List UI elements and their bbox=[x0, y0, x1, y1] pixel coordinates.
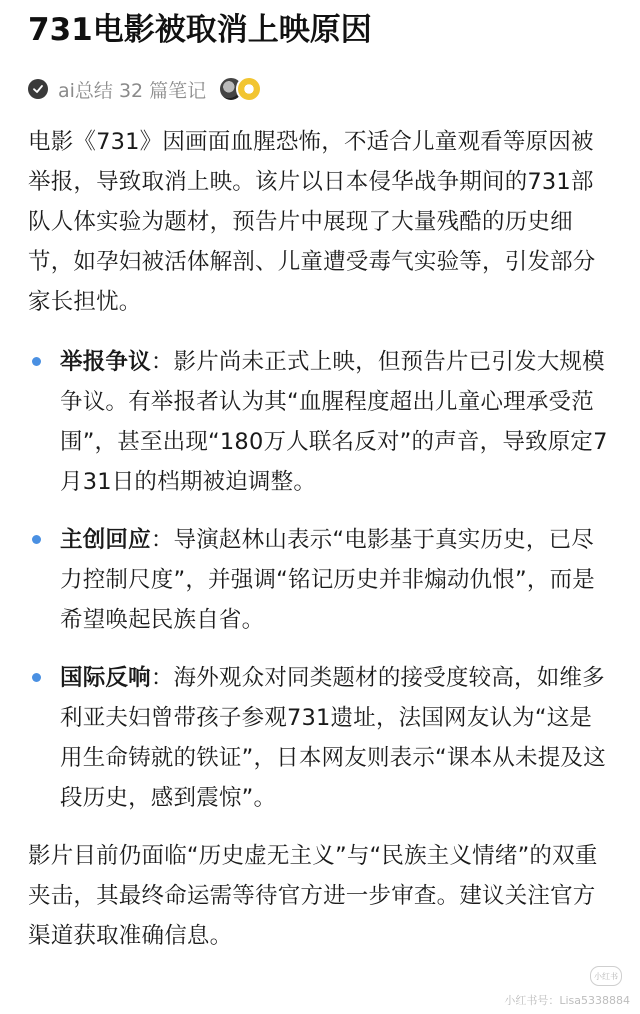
bullet-body: ：影片尚未正式上映，但预告片已引发大规模争议。有举报者认为其“血腥程度超出儿童心理承受范围”，甚至出现“180万人联名反对”的声音，导致原定7月31日的档期被迫调整。 bbox=[60, 349, 608, 495]
summary-source-count: ai总结 32 篇笔记 bbox=[58, 79, 207, 102]
list-item bbox=[28, 658, 612, 818]
bullet-body: ：海外观众对同类题材的接受度较高，如维多利亚夫妇曾带孩子参观731遗址，法国网友认为“这是用生命铸就的铁证”，日本网友则表示“课本从未提及这段历史，感到震惊”。 bbox=[60, 665, 606, 811]
bullet-heading: 主创回应 bbox=[60, 527, 151, 553]
watermark-badge: 小红书 bbox=[590, 966, 622, 986]
check-circle-icon bbox=[28, 79, 48, 99]
outro-paragraph: 影片目前仍面临“历史虚无主义”与“民族主义情绪”的双重夹击，其最终命运需等待官方进一步审查。建议关注官方渠道获取准确信息。 bbox=[28, 843, 598, 949]
watermark: 小红书号：Lisa5338884 bbox=[504, 994, 630, 1007]
bullet-dot-icon bbox=[32, 357, 41, 366]
avatar[interactable] bbox=[236, 76, 262, 102]
intro-paragraph: 电影《731》因画面血腥恐怖，不适合儿童观看等原因被举报，导致取消上映。该片以日本侵华战争期间的731部队人体实验为题材，预告片中展现了大量残酷的历史细节，如孕妇被活体解剖、儿童遭受毒气实验等，引发部分家长担忧。 bbox=[28, 129, 596, 315]
bullet-body: ：导演赵林山表示“电影基于真实历史，已尽力控制尺度”，并强调“铭记历史并非煽动仇恨”，而是希望唤起民族自省。 bbox=[60, 527, 595, 633]
bullet-list bbox=[28, 342, 612, 818]
list-item bbox=[28, 342, 612, 502]
avatar-group[interactable] bbox=[218, 76, 262, 102]
bullet-dot-icon bbox=[32, 673, 41, 682]
bullet-dot-icon bbox=[32, 535, 41, 544]
page-title: 731电影被取消上映原因 bbox=[28, 12, 372, 48]
list-item bbox=[28, 520, 612, 640]
ai-summary-meta[interactable] bbox=[28, 74, 612, 104]
bullet-heading: 举报争议 bbox=[60, 349, 151, 375]
bullet-heading: 国际反响 bbox=[60, 665, 151, 691]
